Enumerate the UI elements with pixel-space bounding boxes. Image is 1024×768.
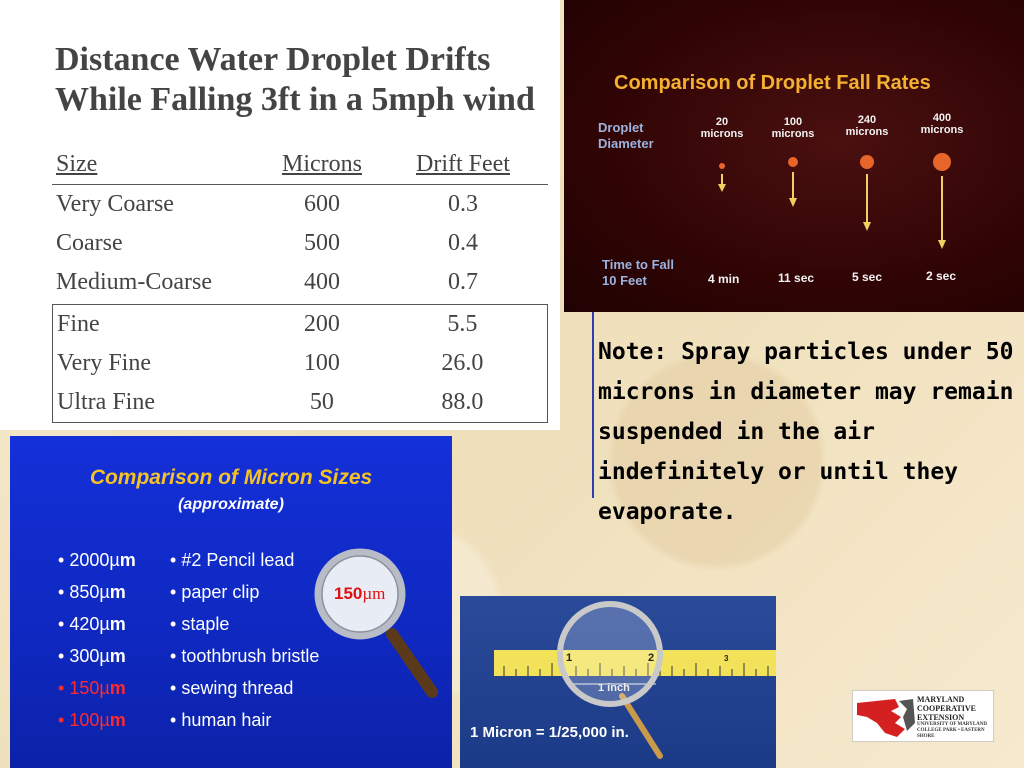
droplet-20-icon	[719, 163, 725, 169]
logo-text	[917, 695, 993, 740]
column-label-20	[692, 116, 752, 140]
micron-value: • 300µm	[58, 645, 126, 666]
droplet-100-icon	[788, 157, 798, 167]
item-label: toothbrush bristle	[181, 645, 320, 666]
magnifying-glass-icon	[310, 544, 450, 704]
micron-caption: 1 Micron = 1/25,000 in.	[470, 724, 629, 741]
unit-suffix: m	[109, 581, 126, 602]
droplet-400-icon	[933, 153, 951, 171]
column-size: 20	[715, 116, 729, 128]
item-label: paper clip	[181, 581, 260, 602]
fall-rates-title: Comparison of Droplet Fall Rates	[614, 72, 931, 94]
value-number: 420	[69, 613, 100, 634]
lens-label	[334, 584, 385, 604]
value-number: 2000	[69, 549, 110, 570]
unit-prefix: µ	[109, 549, 120, 570]
arrow-head-icon	[718, 184, 726, 192]
micron-sizes-panel	[10, 436, 452, 768]
fall-rates-panel	[564, 0, 1024, 312]
logo-line-5: COLLEGE PARK • EASTERN SHORE	[917, 728, 985, 739]
column-label-400	[912, 112, 972, 136]
unit-prefix: µ	[99, 709, 110, 730]
drift-table	[52, 145, 548, 423]
note-text: Note: Spray particles under 50 microns in diameter may remain suspended in the air indefinitely or until they evaporate.	[598, 339, 1014, 525]
note-divider	[592, 312, 594, 498]
column-size: 100	[783, 116, 803, 128]
column-unit: microns	[845, 126, 889, 138]
drift-title-line-2: While Falling 3ft in a 5mph wind	[55, 81, 535, 118]
cell-drift: 0.7	[448, 269, 478, 295]
unit-suffix: m	[109, 645, 126, 666]
arrow-head-icon	[938, 240, 946, 249]
drift-table-panel	[0, 0, 560, 430]
unit-suffix: m	[109, 613, 126, 634]
diameter-label-line-2: Diameter	[598, 136, 654, 151]
inch-label: 1 inch	[598, 682, 630, 694]
item-label: staple	[181, 613, 230, 634]
item-label: human hair	[181, 709, 272, 730]
time-value-240: 5 sec	[852, 270, 883, 284]
cell-size: Ultra Fine	[57, 389, 155, 415]
micron-item: • toothbrush bristle	[170, 645, 320, 666]
micron-value: • 420µm	[58, 613, 126, 634]
column-size: 400	[932, 112, 952, 124]
list-item	[58, 704, 370, 736]
cell-drift: 88.0	[441, 389, 484, 415]
header-microns: Microns	[282, 151, 362, 177]
table-row	[52, 185, 548, 224]
value-number: 300	[69, 645, 100, 666]
column-label-100	[763, 116, 823, 140]
fine-group-box	[52, 304, 548, 423]
cell-size: Fine	[57, 311, 100, 337]
time-to-fall-label	[602, 257, 674, 289]
cell-drift: 5.5	[447, 311, 478, 337]
cell-drift: 0.3	[448, 191, 478, 217]
maryland-extension-logo	[852, 690, 994, 742]
unit-prefix: µ	[99, 677, 110, 698]
table-row	[53, 344, 547, 383]
logo-line-1: MARYLAND	[917, 695, 965, 704]
lens-value: 150	[334, 584, 363, 603]
table-row	[52, 224, 548, 263]
header-size: Size	[56, 151, 98, 177]
time-label-line-2: 10 Feet	[602, 273, 647, 288]
drift-title-line-1: Distance Water Droplet Drifts	[55, 41, 491, 78]
item-label: sewing thread	[181, 677, 294, 698]
unit-suffix: m	[119, 549, 136, 570]
droplet-240-icon	[860, 155, 874, 169]
cell-microns: 200	[303, 311, 340, 337]
arrow-head-icon	[789, 198, 797, 207]
micron-value: • 100µm	[58, 709, 126, 730]
lens-unit: µm	[362, 584, 386, 603]
table-row	[53, 305, 547, 344]
ruler-panel	[460, 596, 776, 768]
micron-item: • staple	[170, 613, 230, 634]
value-number: 850	[69, 581, 100, 602]
time-label-line-1: Time to Fall	[602, 257, 674, 272]
drift-title	[55, 40, 555, 120]
column-unit: microns	[920, 124, 964, 136]
cell-microns: 400	[304, 269, 340, 295]
micron-value: • 150µm	[58, 677, 126, 698]
column-unit: microns	[700, 128, 744, 140]
value-number: 150	[69, 677, 100, 698]
column-size: 240	[857, 114, 877, 126]
column-label-240	[837, 114, 897, 138]
micron-item: • paper clip	[170, 581, 260, 602]
unit-suffix: m	[109, 709, 126, 730]
time-value-100: 11 sec	[778, 271, 815, 285]
micron-value: • 2000µm	[58, 549, 136, 570]
logo-line-4: UNIVERSITY OF MARYLAND	[917, 722, 988, 727]
micron-item: • #2 Pencil lead	[170, 549, 295, 570]
maryland-map-icon	[855, 693, 917, 739]
column-unit: microns	[771, 128, 815, 140]
ruler-number-1: 1	[566, 652, 573, 664]
ruler-number-2: 2	[648, 652, 655, 664]
diameter-label	[598, 120, 654, 152]
cell-microns: 50	[309, 389, 334, 415]
table-row	[53, 383, 547, 422]
logo-line-3: EXTENSION	[917, 713, 965, 722]
unit-prefix: µ	[99, 613, 110, 634]
micron-subtitle: (approximate)	[178, 496, 284, 513]
coarse-group	[52, 185, 548, 302]
table-row	[52, 263, 548, 302]
value-number: 100	[69, 709, 100, 730]
cell-microns: 100	[303, 350, 340, 376]
item-label: #2 Pencil lead	[181, 549, 295, 570]
diameter-label-line-1: Droplet	[598, 120, 644, 135]
micron-title: Comparison of Micron Sizes	[89, 466, 373, 489]
header-drift-feet: Drift Feet	[416, 151, 510, 177]
micron-item: • human hair	[170, 709, 272, 730]
cell-microns: 600	[304, 191, 340, 217]
cell-size: Coarse	[56, 230, 123, 256]
micron-item: • sewing thread	[170, 677, 294, 698]
time-value-400: 2 sec	[926, 269, 957, 283]
unit-prefix: µ	[99, 645, 110, 666]
cell-drift: 0.4	[448, 230, 478, 256]
cell-size: Very Coarse	[56, 191, 174, 217]
unit-prefix: µ	[99, 581, 110, 602]
cell-size: Very Fine	[57, 350, 151, 376]
cell-drift: 26.0	[441, 350, 484, 376]
logo-line-2: COOPERATIVE	[917, 704, 976, 713]
arrow-head-icon	[863, 222, 871, 231]
time-value-20: 4 min	[708, 272, 740, 286]
ruler-number-3: 3	[724, 654, 729, 663]
micron-value: • 850µm	[58, 581, 126, 602]
cell-size: Medium-Coarse	[56, 269, 212, 295]
cell-microns: 500	[304, 230, 340, 256]
drift-table-header	[52, 145, 548, 185]
unit-suffix: m	[109, 677, 126, 698]
